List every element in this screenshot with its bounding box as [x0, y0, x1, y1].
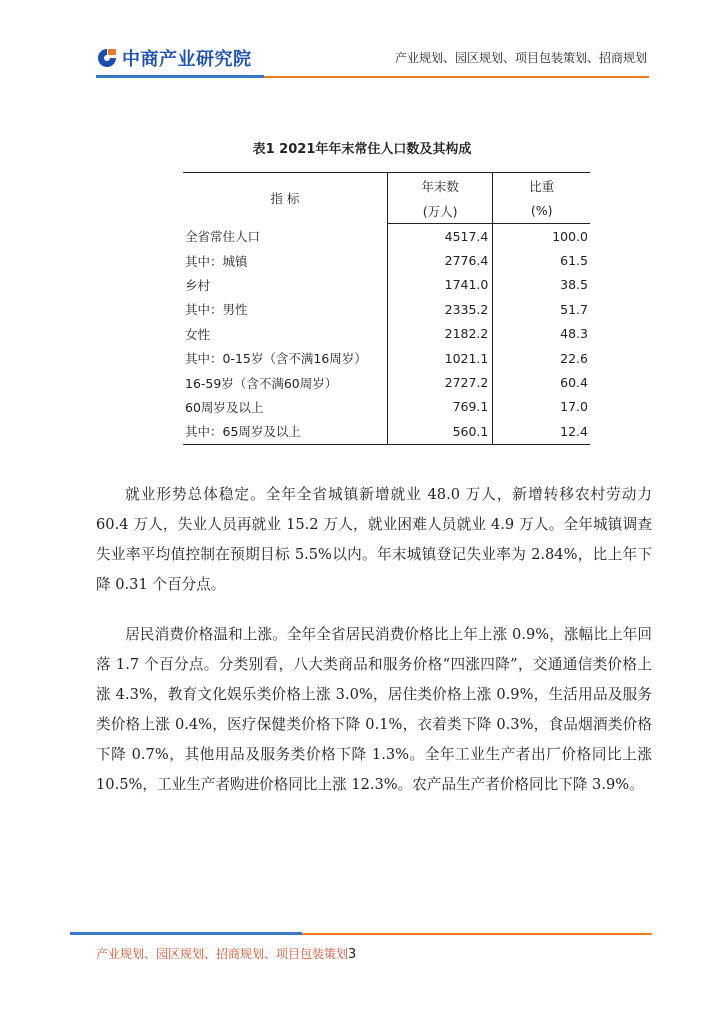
table-row	[183, 395, 590, 419]
row-value: 1741.0	[387, 273, 493, 297]
table-row	[183, 248, 590, 272]
row-label: 乡村	[185, 277, 211, 293]
row-value: 560.1	[387, 419, 493, 444]
row-label: 女性	[185, 326, 211, 342]
row-label: 其中：城镇	[185, 253, 248, 269]
table-row	[183, 419, 590, 444]
row-label: 其中：男性	[185, 302, 248, 318]
table-row	[183, 273, 590, 297]
row-pct: 51.7	[560, 301, 588, 317]
row-value: 4517.4	[387, 224, 493, 249]
header-count-line1: 年末数	[387, 173, 493, 199]
table-row	[183, 346, 590, 370]
header-tagline: 产业规划、园区规划、项目包装策划、招商规划	[394, 51, 647, 65]
footer	[96, 945, 356, 962]
header-divider-blue	[96, 75, 264, 78]
header-indicator: 指 标	[183, 173, 387, 224]
row-pct: 12.4	[493, 419, 590, 444]
row-pct: 100.0	[552, 228, 588, 244]
footer-divider-orange	[302, 933, 652, 935]
row-pct: 38.5	[560, 277, 588, 293]
header-share-line1: 比重	[493, 173, 590, 199]
row-label: 60周岁及以上	[185, 399, 264, 415]
header-divider-orange	[264, 76, 649, 78]
brand-logo	[96, 44, 252, 72]
employment-paragraph: 就业形势总体稳定。全年全省城镇新增就业 48.0 万人，新增转移农村劳动力 60.4 万人，失业人员再就业 15.2 万人，就业困难人员就业 4.9 万人。全年城镇调查失业率平均值控制在预期目标 5.5%以内。年末城镇登记失业率为 2.84%，比上年下降 0.31 个百分点。	[96, 486, 652, 593]
row-label: 全省常住人口	[185, 228, 261, 244]
row-pct: 22.6	[560, 350, 588, 366]
header-share-line2: (%)	[493, 198, 590, 224]
row-label: 16-59岁（含不满60周岁）	[185, 375, 338, 391]
row-pct: 61.5	[560, 253, 588, 269]
row-label: 其中：65周岁及以上	[183, 419, 387, 444]
population-table	[183, 172, 590, 445]
row-pct: 17.0	[560, 399, 588, 415]
table-row	[183, 224, 590, 249]
table-title: 表1 2021年年末常住人口数及其构成	[252, 142, 472, 157]
logo-text: 中商产业研究院	[122, 49, 252, 70]
prices-paragraph: 居民消费价格温和上涨。全年全省居民消费价格比上年上涨 0.9%，涨幅比上年回落 1.7 个百分点。分类别看，八大类商品和服务价格“四涨四降”，交通通信类价格上涨 4.3%，教育文化娱乐类价格上涨 3.0%，居住类价格上涨 0.9%，生活用品及服务类价格上涨 0.4%，医疗保健类价格下降 0.1%，衣着类下降 0.3%，食品烟酒类价格下降 0.7%，其他用品及服务类价格下降 1.3%。全年工业生产者出厂价格同比上涨 10.5%，工业生产者购进价格同比上涨 12.3%。农产品生产者价格同比下降 3.9%。	[96, 626, 652, 793]
page-number: 3	[348, 947, 357, 962]
logo-icon	[96, 47, 118, 69]
row-value: 2727.2	[387, 370, 493, 394]
row-pct: 60.4	[560, 375, 588, 391]
header-count-line2: (万人)	[387, 198, 493, 224]
row-value: 2776.4	[387, 248, 493, 272]
table-row	[183, 297, 590, 321]
row-label: 其中：0-15岁（含不满16周岁）	[185, 351, 367, 367]
row-pct: 48.3	[560, 326, 588, 342]
table-row	[183, 370, 590, 394]
footer-divider-blue	[70, 932, 302, 935]
footer-tagline: 产业规划、园区规划、招商规划、项目包装策划	[96, 947, 349, 961]
table-row	[183, 322, 590, 346]
row-value: 1021.1	[387, 346, 493, 370]
row-value: 2182.2	[387, 322, 493, 346]
row-value: 769.1	[387, 395, 493, 419]
row-value: 2335.2	[387, 297, 493, 321]
